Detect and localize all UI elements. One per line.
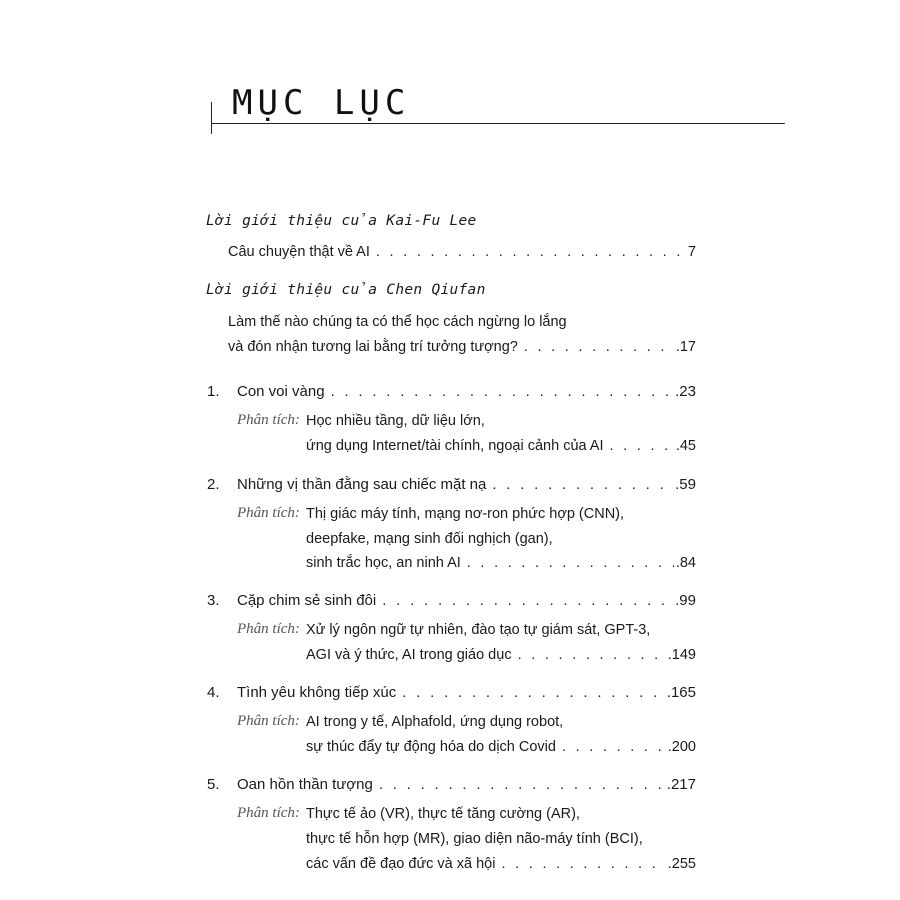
- analysis-label: Phân tích:: [237, 505, 300, 521]
- analysis-label: Phân tích:: [237, 621, 300, 637]
- toc-entry-analysis-1[interactable]: [306, 437, 696, 455]
- entry-title-line: Làm thế nào chúng ta có thể học cách ngừng lo lắng: [228, 314, 567, 330]
- toc-entry-chapter-1[interactable]: [237, 383, 696, 401]
- toc-entry-chapter-4[interactable]: [237, 684, 696, 702]
- chapter-number: 4.: [207, 684, 220, 701]
- analysis-line: sự thúc đẩy tự động hóa do dịch Covid: [306, 739, 556, 755]
- page-number: .45: [675, 438, 696, 454]
- analysis-line: Học nhiều tầng, dữ liệu lớn,: [306, 413, 485, 429]
- analysis-label: Phân tích:: [237, 713, 300, 729]
- analysis-line: sinh trắc học, an ninh AI: [306, 555, 461, 571]
- chapter-number: 5.: [207, 776, 220, 793]
- dot-leader: [379, 776, 665, 794]
- toc-entry-chapter-3[interactable]: [237, 592, 696, 610]
- toc-entry-analysis-3[interactable]: [306, 646, 696, 664]
- title-vertical-rule: [211, 102, 212, 134]
- page-number: .255: [667, 856, 696, 872]
- entry-title: và đón nhận tương lai bằng trí tưởng tượng?: [228, 339, 518, 355]
- chapter-number: 1.: [207, 383, 220, 400]
- dot-leader: [610, 437, 674, 455]
- toc-entry-analysis-4[interactable]: [306, 738, 696, 756]
- analysis-line: deepfake, mạng sinh đối nghịch (gan),: [306, 531, 553, 547]
- toc-entry-intro2[interactable]: [228, 338, 696, 356]
- page-number: .23: [675, 383, 696, 400]
- analysis-line: AI trong y tế, Alphafold, ứng dụng robot,: [306, 714, 564, 730]
- chapter-title: Những vị thần đằng sau chiếc mặt nạ: [237, 476, 487, 493]
- toc-entry-chapter-5[interactable]: [237, 776, 696, 794]
- page-number: 7: [687, 244, 696, 260]
- toc-entry-analysis-5[interactable]: [306, 855, 696, 873]
- title-underline: [211, 123, 785, 124]
- intro-heading-chen-qiufan: Lời giới thiệu của Chen Qiufan: [206, 282, 486, 298]
- intro-heading-kai-fu-lee: Lời giới thiệu của Kai-Fu Lee: [206, 213, 477, 229]
- dot-leader: [376, 243, 686, 261]
- analysis-line: Thị giác máy tính, mạng nơ-ron phức hợp (CNN),: [306, 506, 625, 522]
- chapter-title: Tình yêu không tiếp xúc: [237, 684, 397, 701]
- analysis-line: AGI và ý thức, AI trong giáo dục: [306, 647, 512, 663]
- analysis-line: ứng dụng Internet/tài chính, ngoại cảnh của AI: [306, 438, 604, 454]
- toc-entry-chapter-2[interactable]: [237, 476, 696, 494]
- chapter-title: Con voi vàng: [237, 383, 325, 400]
- chapter-number: 3.: [207, 592, 220, 609]
- analysis-label: Phân tích:: [237, 412, 300, 428]
- page-title: MỤC LỤC: [232, 83, 411, 123]
- dot-leader: [501, 855, 665, 873]
- analysis-line: các vấn đề đạo đức và xã hội: [306, 856, 496, 872]
- dot-leader: [382, 592, 673, 610]
- analysis-line: Thực tế ảo (VR), thực tế tăng cường (AR),: [306, 806, 580, 822]
- entry-title: Câu chuyện thật về AI: [228, 244, 370, 260]
- toc-entry-analysis-2[interactable]: [306, 554, 696, 572]
- analysis-label: Phân tích:: [237, 805, 300, 821]
- dot-leader: [518, 646, 666, 664]
- page-number: .99: [675, 592, 696, 609]
- toc-entry-intro1[interactable]: [228, 243, 696, 261]
- dot-leader: [331, 383, 674, 401]
- dot-leader: [467, 554, 674, 572]
- page-number: .200: [667, 739, 696, 755]
- page-number: .165: [666, 684, 696, 701]
- analysis-line: thực tế hỗn hợp (MR), giao diện não-máy tính (BCI),: [306, 831, 643, 847]
- page-number: .84: [675, 555, 696, 571]
- chapter-number: 2.: [207, 476, 220, 493]
- page-number: .149: [667, 647, 696, 663]
- dot-leader: [524, 338, 674, 356]
- page-number: .59: [675, 476, 696, 493]
- analysis-line: Xử lý ngôn ngữ tự nhiên, đào tạo tự giám sát, GPT-3,: [306, 622, 651, 638]
- chapter-title: Oan hồn thần tượng: [237, 776, 373, 793]
- dot-leader: [562, 738, 666, 756]
- chapter-title: Cặp chim sẻ sinh đôi: [237, 592, 377, 609]
- page-number: .17: [675, 339, 696, 355]
- page-number: .217: [666, 776, 696, 793]
- dot-leader: [492, 476, 673, 494]
- dot-leader: [402, 684, 665, 702]
